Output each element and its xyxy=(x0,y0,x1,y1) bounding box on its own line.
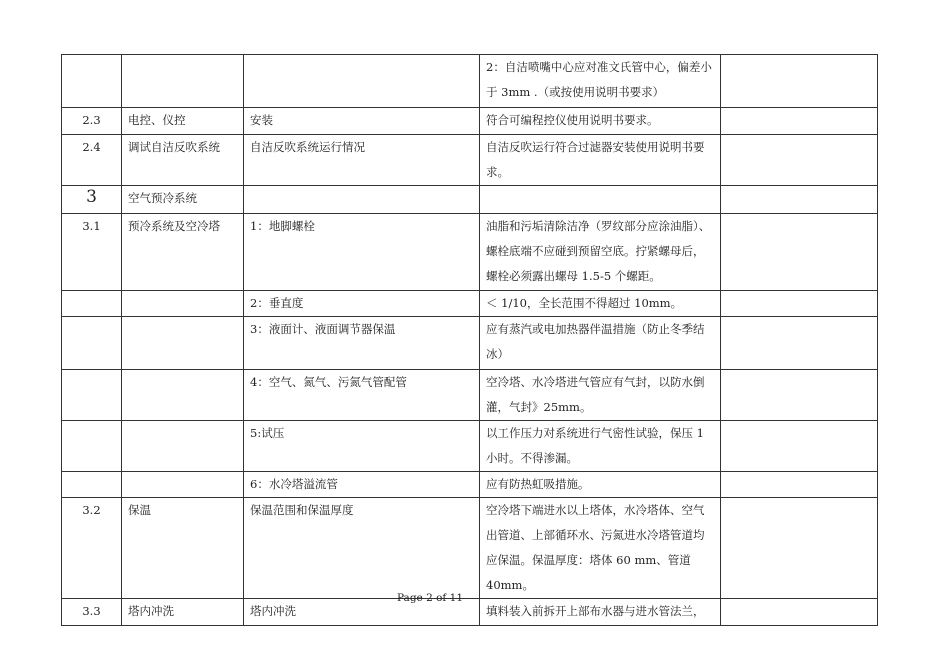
cell-requirement: 空冷塔、水冷塔进气管应有气封，以防水倒灌，气封》25mm。 xyxy=(480,370,721,421)
table-row xyxy=(62,55,878,108)
cell-requirement: 以工作压力对系统进行气密性试验，保压 1 小时。不得渗漏。 xyxy=(480,421,721,472)
cell-item xyxy=(122,55,244,108)
table-row xyxy=(62,472,878,498)
table-row xyxy=(62,214,878,291)
cell-no: 3.1 xyxy=(62,214,122,291)
cell-no: 3.2 xyxy=(62,498,122,599)
cell-no: 2.4 xyxy=(62,135,122,186)
table-row xyxy=(62,108,878,135)
cell-content: 安装 xyxy=(244,108,480,135)
cell-content: 保温范围和保温厚度 xyxy=(244,498,480,599)
cell-item xyxy=(122,421,244,472)
cell-item xyxy=(122,472,244,498)
cell-content: 6：水冷塔溢流管 xyxy=(244,472,480,498)
cell-requirement: 应有蒸汽或电加热器伴温措施（防止冬季结冰） xyxy=(480,317,721,370)
cell-note xyxy=(721,421,878,472)
cell-content xyxy=(244,186,480,214)
cell-note xyxy=(721,55,878,108)
cell-requirement: ＜ 1/10，全长范围不得超过 10mm。 xyxy=(480,291,721,317)
cell-content: 5:试压 xyxy=(244,421,480,472)
cell-requirement: 自洁反吹运行符合过滤器安装使用说明书要求。 xyxy=(480,135,721,186)
cell-content: 2：垂直度 xyxy=(244,291,480,317)
cell-item xyxy=(122,317,244,370)
cell-note xyxy=(721,317,878,370)
cell-content: 1：地脚螺栓 xyxy=(244,214,480,291)
cell-requirement: 填料装入前拆开上部布水器与进水管法兰， xyxy=(480,599,721,626)
cell-note xyxy=(721,214,878,291)
cell-note xyxy=(721,186,878,214)
cell-requirement: 符合可编程控仪使用说明书要求。 xyxy=(480,108,721,135)
cell-note xyxy=(721,498,878,599)
cell-content: 自洁反吹系统运行情况 xyxy=(244,135,480,186)
table-row xyxy=(62,498,878,599)
cell-item: 保温 xyxy=(122,498,244,599)
cell-item: 塔内冲洗 xyxy=(122,599,244,626)
cell-note xyxy=(721,472,878,498)
cell-no xyxy=(62,186,122,214)
cell-note xyxy=(721,135,878,186)
cell-no: 2.3 xyxy=(62,108,122,135)
cell-content: 3：液面计、液面调节器保温 xyxy=(244,317,480,370)
cell-item xyxy=(122,370,244,421)
table-row xyxy=(62,135,878,186)
cell-item xyxy=(122,291,244,317)
cell-item: 调试自洁反吹系统 xyxy=(122,135,244,186)
cell-note xyxy=(721,370,878,421)
table-row xyxy=(62,421,878,472)
inspection-table xyxy=(61,54,878,626)
cell-content: 塔内冲洗 xyxy=(244,599,480,626)
table-row xyxy=(62,291,878,317)
cell-no: 3.3 xyxy=(62,599,122,626)
cell-item: 空气预冷系统 xyxy=(122,186,244,214)
cell-no xyxy=(62,291,122,317)
cell-no xyxy=(62,472,122,498)
cell-requirement xyxy=(480,186,721,214)
cell-requirement: 空冷塔下端进水以上塔体，水冷塔体、空气出管道、上部循环水、污氮进水冷塔管道均应保温。保温厚度：塔体 60 mm、管道 40mm。 xyxy=(480,498,721,599)
cell-no xyxy=(62,421,122,472)
table-row xyxy=(62,370,878,421)
cell-no xyxy=(62,317,122,370)
cell-no xyxy=(62,55,122,108)
section-number: 3 xyxy=(86,187,97,207)
cell-note xyxy=(721,291,878,317)
cell-requirement: 应有防热虹吸措施。 xyxy=(480,472,721,498)
cell-note xyxy=(721,108,878,135)
cell-requirement: 油脂和污垢清除洁净（罗纹部分应涂油脂）、螺栓底端不应碰到预留空底。拧紧螺母后，螺栓必须露出螺母 1.5-5 个螺距。 xyxy=(480,214,721,291)
cell-item: 预冷系统及空冷塔 xyxy=(122,214,244,291)
cell-content xyxy=(244,55,480,108)
cell-content: 4：空气、氮气、污氮气管配管 xyxy=(244,370,480,421)
cell-item: 电控、仪控 xyxy=(122,108,244,135)
page-number: Page 2 of 11 xyxy=(396,592,464,604)
table-row xyxy=(62,317,878,370)
table-row xyxy=(62,186,878,214)
cell-no xyxy=(62,370,122,421)
cell-requirement: 2：自洁喷嘴中心应对准文氏管中心，偏差小于 3mm .（或按使用说明书要求） xyxy=(480,55,721,108)
